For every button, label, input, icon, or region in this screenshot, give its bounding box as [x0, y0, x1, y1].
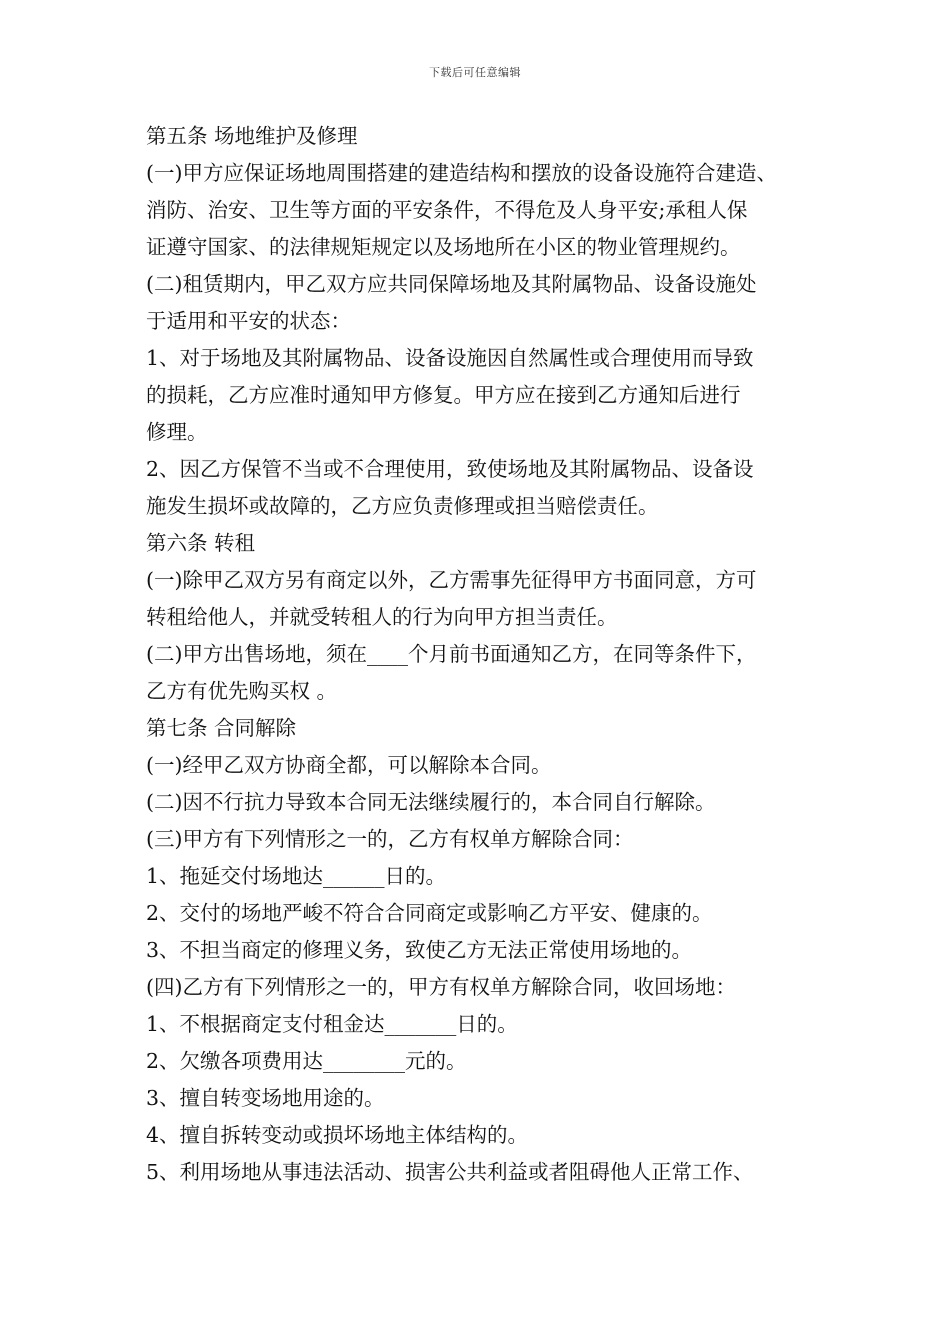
paragraph-line: 2、交付的场地严峻不符合合同商定或影响乙方平安、健康的。	[146, 901, 713, 925]
paragraph-line: (一)除甲乙双方另有商定以外，乙方需事先征得甲方书面同意，方可	[146, 568, 757, 592]
paragraph-line: 2、因乙方保管不当或不合理使用，致使场地及其附属物品、设备设	[146, 457, 754, 481]
document-body	[146, 118, 818, 1191]
paragraph-line: 消防、治安、卫生等方面的平安条件，不得危及人身平安;承租人保	[146, 198, 748, 222]
paragraph-line: 1、不根据商定支付租金达_______日的。	[146, 1012, 518, 1036]
paragraph-line: (一)经甲乙双方协商全都，可以解除本合同。	[146, 753, 552, 777]
paragraph-line: 1、对于场地及其附属物品、设备设施因自然属性或合理使用而导致	[146, 346, 754, 370]
section-heading-article-7: 第七条 合同解除	[146, 716, 297, 740]
section-heading-article-6: 第六条 转租	[146, 531, 256, 555]
paragraph-line: 2、欠缴各项费用达________元的。	[146, 1049, 467, 1073]
paragraph-line: 施发生损坏或故障的，乙方应负责修理或担当赔偿责任。	[146, 494, 659, 518]
paragraph-line: 转租给他人，并就受转租人的行为向甲方担当责任。	[146, 605, 618, 629]
paragraph-line: (二)租赁期内，甲乙双方应共同保障场地及其附属物品、设备设施处	[146, 272, 757, 296]
paragraph-line: (一)甲方应保证场地周围搭建的建造结构和摆放的设备设施符合建造、	[146, 161, 777, 185]
page-header: 下载后可任意编辑	[429, 66, 521, 79]
paragraph-line: (二)甲方出售场地，须在____个月前书面通知乙方，在同等条件下，	[146, 642, 757, 666]
section-heading-article-5: 第五条 场地维护及修理	[146, 124, 358, 148]
paragraph-line: 5、利用场地从事违法活动、损害公共利益或者阻碍他人正常工作、	[146, 1160, 754, 1184]
paragraph-line: (四)乙方有下列情形之一的，甲方有权单方解除合同，收回场地：	[146, 975, 736, 999]
paragraph-line: 4、擅自拆转变动或损坏场地主体结构的。	[146, 1123, 529, 1147]
paragraph-line: 于适用和平安的状态：	[146, 309, 351, 333]
paragraph-line: (三)甲方有下列情形之一的，乙方有权单方解除合同：	[146, 827, 634, 851]
paragraph-line: 1、拖延交付场地达______日的。	[146, 864, 447, 888]
paragraph-line: 证遵守国家、的法律规矩规定以及场地所在小区的物业管理规约。	[146, 235, 741, 259]
paragraph-line: 3、不担当商定的修理义务，致使乙方无法正常使用场地的。	[146, 938, 693, 962]
paragraph-line: (二)因不行抗力导致本合同无法继续履行的，本合同自行解除。	[146, 790, 716, 814]
paragraph-line: 3、擅自转变场地用途的。	[146, 1086, 385, 1110]
paragraph-line: 修理。	[146, 420, 208, 444]
paragraph-line: 的损耗，乙方应准时通知甲方修复。甲方应在接到乙方通知后进行	[146, 383, 741, 407]
paragraph-line: 乙方有优先购买权 。	[146, 679, 338, 703]
